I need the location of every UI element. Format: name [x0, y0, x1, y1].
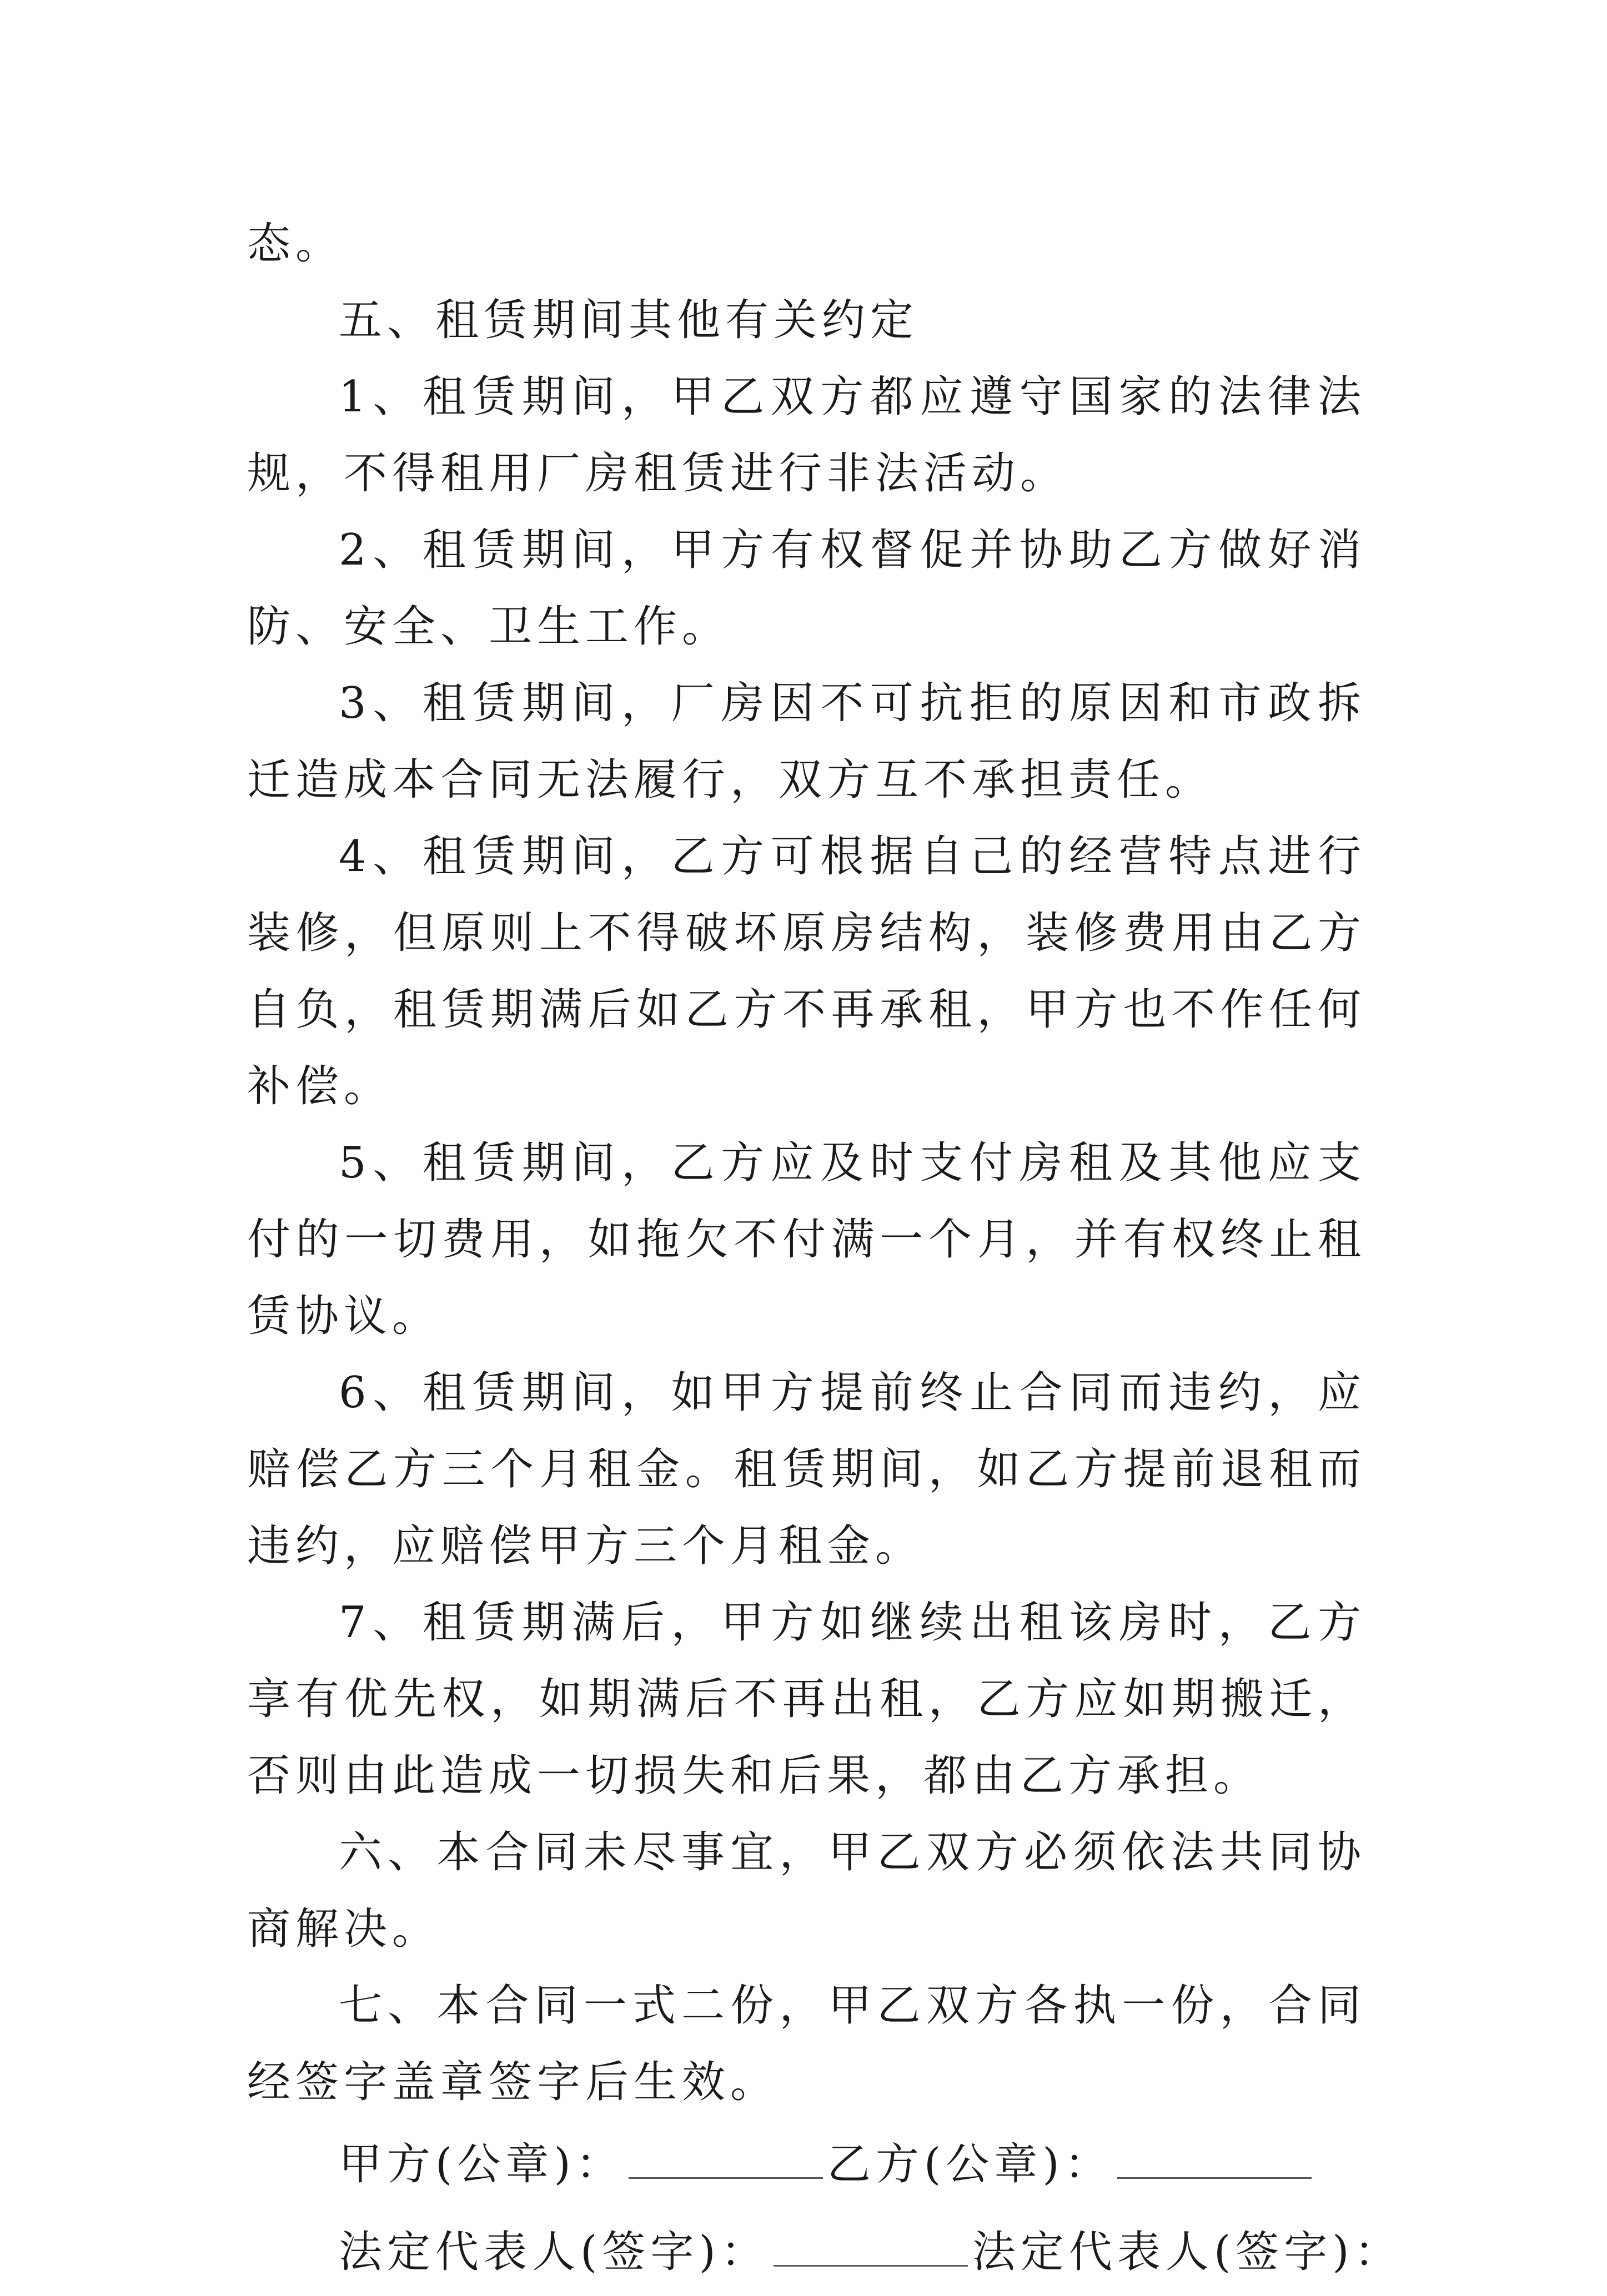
party-b-rep-label: 法定代表人(签字)：	[972, 2227, 1403, 2277]
party-a-seal-label: 甲方(公章)：	[339, 2139, 624, 2189]
party-a-rep-blank	[774, 2226, 968, 2267]
seal-signature-row	[247, 2121, 1366, 2208]
contract-body	[247, 205, 1403, 2296]
section-seven: 七、本合同一式二份，甲乙双方各执一份，合同经签字盖章签字后生效。	[247, 1981, 1366, 2107]
clause-5: 5、租赁期间，乙方应及时支付房租及其他应支付的一切费用，如拖欠不付满一个月，并有权终止租赁协议。	[247, 1138, 1366, 1341]
section-heading-five: 五、租赁期间其他有关约定	[339, 295, 919, 345]
party-b-seal-label: 乙方(公章)：	[827, 2139, 1113, 2189]
clause-3: 3、租赁期间，厂房因不可抗拒的原因和市政拆迁造成本合同无法履行，双方互不承担责任。	[247, 678, 1366, 805]
clause-7: 7、租赁期满后，甲方如继续出租该房时，乙方享有优先权，如期满后不再出租，乙方应如期搬迁，否则由此造成一切损失和后果，都由乙方承担。	[247, 1598, 1366, 1801]
clause-6: 6、租赁期间，如甲方提前终止合同而违约，应赔偿乙方三个月租金。租赁期间，如乙方提前退租而违约，应赔偿甲方三个月租金。	[247, 1368, 1366, 1571]
clause-2: 2、租赁期间，甲方有权督促并协助乙方做好消防、安全、卫生工作。	[247, 525, 1366, 652]
party-a-seal-blank	[629, 2138, 823, 2179]
party-b-seal-blank	[1117, 2138, 1312, 2179]
party-a-rep-label: 法定代表人(签字)：	[339, 2227, 769, 2277]
paragraph-continuation: 态。	[247, 219, 344, 269]
representative-signature-row	[247, 2208, 1403, 2296]
clause-1: 1、租赁期间，甲乙双方都应遵守国家的法律法规，不得租用厂房租赁进行非法活动。	[247, 372, 1366, 499]
section-six: 六、本合同未尽事宜，甲乙双方必须依法共同协商解决。	[247, 1827, 1366, 1954]
clause-4: 4、租赁期间，乙方可根据自己的经营特点进行装修，但原则上不得破坏原房结构，装修费用由乙方自负，租赁期满后如乙方不再承租，甲方也不作任何补偿。	[247, 832, 1366, 1111]
